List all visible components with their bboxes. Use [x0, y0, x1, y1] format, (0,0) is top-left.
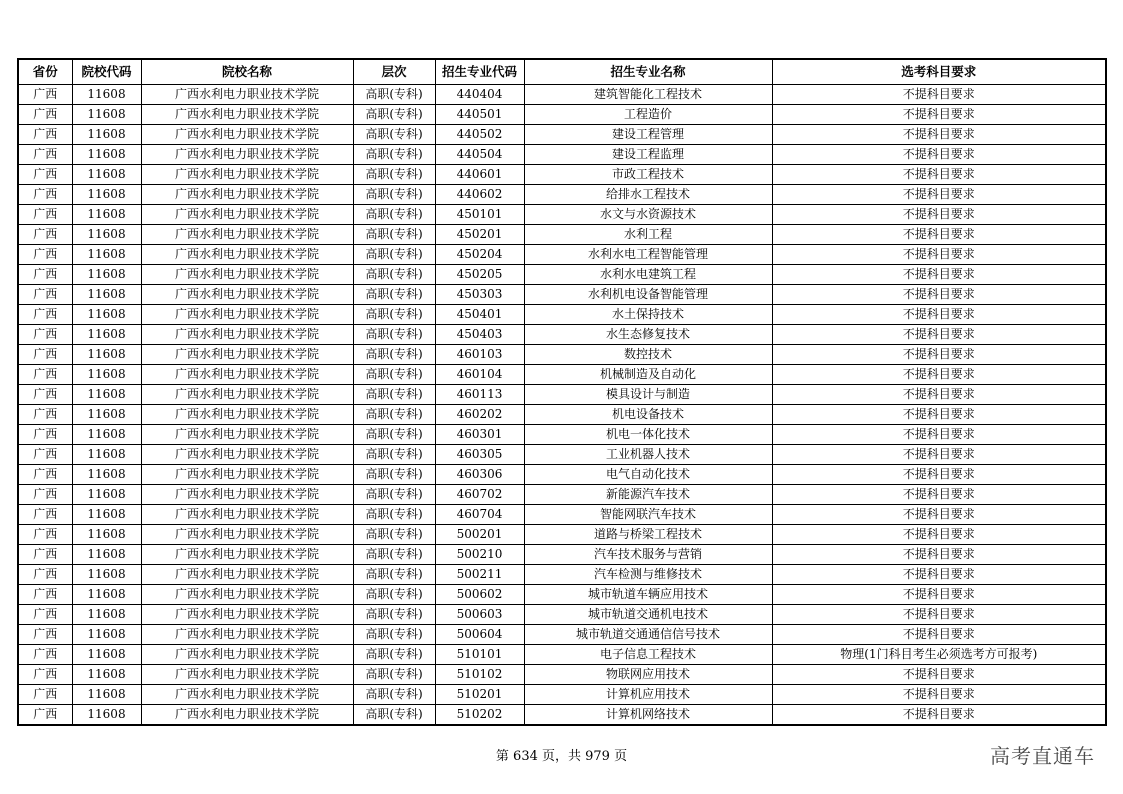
major-name-cell: 机械制造及自动化	[524, 365, 772, 385]
school-name-cell: 广西水利电力职业技术学院	[141, 385, 353, 405]
province-cell: 广西	[18, 405, 72, 425]
province-cell: 广西	[18, 645, 72, 665]
province-cell: 广西	[18, 445, 72, 465]
school-name-cell: 广西水利电力职业技术学院	[141, 165, 353, 185]
school-name-cell: 广西水利电力职业技术学院	[141, 305, 353, 325]
province-cell: 广西	[18, 85, 72, 105]
table-row	[18, 265, 1106, 285]
school-name-cell: 广西水利电力职业技术学院	[141, 185, 353, 205]
major-name-cell: 道路与桥梁工程技术	[524, 525, 772, 545]
school-code-cell: 11608	[72, 205, 141, 225]
major-name-cell: 城市轨道车辆应用技术	[524, 585, 772, 605]
subject-requirement-cell: 不提科目要求	[772, 625, 1106, 645]
table-row	[18, 385, 1106, 405]
table-row	[18, 685, 1106, 705]
major-name-cell: 模具设计与制造	[524, 385, 772, 405]
school-name-cell: 广西水利电力职业技术学院	[141, 505, 353, 525]
major-code-cell: 510201	[435, 685, 524, 705]
school-code-cell: 11608	[72, 565, 141, 585]
major-name-cell: 水生态修复技术	[524, 325, 772, 345]
school-code-cell: 11608	[72, 685, 141, 705]
subject-requirement-cell: 不提科目要求	[772, 85, 1106, 105]
province-cell: 广西	[18, 425, 72, 445]
table-row	[18, 525, 1106, 545]
major-name-cell: 市政工程技术	[524, 165, 772, 185]
province-cell: 广西	[18, 125, 72, 145]
school-name-cell: 广西水利电力职业技术学院	[141, 145, 353, 165]
level-cell: 高职(专科)	[353, 425, 435, 445]
major-name-cell: 工程造价	[524, 105, 772, 125]
province-cell: 广西	[18, 185, 72, 205]
school-name-cell: 广西水利电力职业技术学院	[141, 465, 353, 485]
table-row	[18, 305, 1106, 325]
major-name-cell: 水利水电工程智能管理	[524, 245, 772, 265]
page-number: 第 634 页，共 979 页	[495, 749, 628, 764]
major-code-cell: 440502	[435, 125, 524, 145]
level-cell: 高职(专科)	[353, 465, 435, 485]
table-row	[18, 625, 1106, 645]
subject-requirement-cell: 不提科目要求	[772, 585, 1106, 605]
major-name-cell: 建设工程管理	[524, 125, 772, 145]
province-cell: 广西	[18, 665, 72, 685]
school-code-cell: 11608	[72, 85, 141, 105]
school-name-cell: 广西水利电力职业技术学院	[141, 525, 353, 545]
level-cell: 高职(专科)	[353, 225, 435, 245]
province-cell: 广西	[18, 625, 72, 645]
major-name-cell: 新能源汽车技术	[524, 485, 772, 505]
subject-requirement-cell: 不提科目要求	[772, 565, 1106, 585]
level-cell: 高职(专科)	[353, 365, 435, 385]
table-header-row	[18, 59, 1106, 85]
major-code-cell: 460702	[435, 485, 524, 505]
subject-requirement-cell: 不提科目要求	[772, 105, 1106, 125]
school-name-cell: 广西水利电力职业技术学院	[141, 645, 353, 665]
subject-requirement-cell: 不提科目要求	[772, 545, 1106, 565]
major-name-cell: 城市轨道交通机电技术	[524, 605, 772, 625]
header-subject-requirement: 选考科目要求	[772, 59, 1106, 85]
school-name-cell: 广西水利电力职业技术学院	[141, 565, 353, 585]
major-name-cell: 数控技术	[524, 345, 772, 365]
table-row	[18, 185, 1106, 205]
subject-requirement-cell: 不提科目要求	[772, 385, 1106, 405]
school-name-cell: 广西水利电力职业技术学院	[141, 345, 353, 365]
header-major-code: 招生专业代码	[435, 59, 524, 85]
major-name-cell: 智能网联汽车技术	[524, 505, 772, 525]
school-name-cell: 广西水利电力职业技术学院	[141, 685, 353, 705]
table-body	[18, 85, 1106, 726]
province-cell: 广西	[18, 705, 72, 726]
table-row	[18, 445, 1106, 465]
major-name-cell: 电子信息工程技术	[524, 645, 772, 665]
subject-requirement-cell: 不提科目要求	[772, 605, 1106, 625]
level-cell: 高职(专科)	[353, 125, 435, 145]
level-cell: 高职(专科)	[353, 325, 435, 345]
level-cell: 高职(专科)	[353, 605, 435, 625]
level-cell: 高职(专科)	[353, 485, 435, 505]
province-cell: 广西	[18, 325, 72, 345]
level-cell: 高职(专科)	[353, 345, 435, 365]
level-cell: 高职(专科)	[353, 265, 435, 285]
major-name-cell: 机电设备技术	[524, 405, 772, 425]
major-code-cell: 450204	[435, 245, 524, 265]
table-row	[18, 205, 1106, 225]
header-school-code: 院校代码	[72, 59, 141, 85]
major-name-cell: 汽车检测与维修技术	[524, 565, 772, 585]
school-code-cell: 11608	[72, 225, 141, 245]
subject-requirement-cell: 不提科目要求	[772, 345, 1106, 365]
major-name-cell: 城市轨道交通通信信号技术	[524, 625, 772, 645]
school-name-cell: 广西水利电力职业技术学院	[141, 245, 353, 265]
subject-requirement-cell: 不提科目要求	[772, 305, 1106, 325]
school-code-cell: 11608	[72, 125, 141, 145]
level-cell: 高职(专科)	[353, 705, 435, 726]
subject-requirement-cell: 不提科目要求	[772, 285, 1106, 305]
major-code-cell: 450205	[435, 265, 524, 285]
school-code-cell: 11608	[72, 665, 141, 685]
major-name-cell: 电气自动化技术	[524, 465, 772, 485]
school-name-cell: 广西水利电力职业技术学院	[141, 485, 353, 505]
level-cell: 高职(专科)	[353, 545, 435, 565]
school-name-cell: 广西水利电力职业技术学院	[141, 405, 353, 425]
level-cell: 高职(专科)	[353, 665, 435, 685]
level-cell: 高职(专科)	[353, 145, 435, 165]
major-code-cell: 510202	[435, 705, 524, 726]
table-row	[18, 665, 1106, 685]
major-name-cell: 给排水工程技术	[524, 185, 772, 205]
major-code-cell: 450403	[435, 325, 524, 345]
major-name-cell: 计算机应用技术	[524, 685, 772, 705]
table-row	[18, 125, 1106, 145]
level-cell: 高职(专科)	[353, 245, 435, 265]
major-code-cell: 510101	[435, 645, 524, 665]
major-code-cell: 450303	[435, 285, 524, 305]
table-row	[18, 285, 1106, 305]
major-name-cell: 物联网应用技术	[524, 665, 772, 685]
province-cell: 广西	[18, 345, 72, 365]
level-cell: 高职(专科)	[353, 385, 435, 405]
table-row	[18, 165, 1106, 185]
school-code-cell: 11608	[72, 385, 141, 405]
table-row	[18, 705, 1106, 726]
province-cell: 广西	[18, 525, 72, 545]
table-row	[18, 645, 1106, 665]
school-code-cell: 11608	[72, 645, 141, 665]
subject-requirement-cell: 不提科目要求	[772, 225, 1106, 245]
table-row	[18, 365, 1106, 385]
school-code-cell: 11608	[72, 505, 141, 525]
subject-requirement-cell: 不提科目要求	[772, 125, 1106, 145]
major-code-cell: 460305	[435, 445, 524, 465]
province-cell: 广西	[18, 145, 72, 165]
subject-requirement-cell: 不提科目要求	[772, 465, 1106, 485]
school-name-cell: 广西水利电力职业技术学院	[141, 445, 353, 465]
school-name-cell: 广西水利电力职业技术学院	[141, 425, 353, 445]
major-name-cell: 水文与水资源技术	[524, 205, 772, 225]
school-code-cell: 11608	[72, 105, 141, 125]
province-cell: 广西	[18, 385, 72, 405]
subject-requirement-cell: 不提科目要求	[772, 365, 1106, 385]
school-code-cell: 11608	[72, 705, 141, 726]
province-cell: 广西	[18, 605, 72, 625]
major-code-cell: 510102	[435, 665, 524, 685]
level-cell: 高职(专科)	[353, 525, 435, 545]
subject-requirement-cell: 不提科目要求	[772, 705, 1106, 726]
watermark-logo: 高考直通车	[990, 744, 1095, 768]
subject-requirement-cell: 不提科目要求	[772, 685, 1106, 705]
major-code-cell: 500211	[435, 565, 524, 585]
school-name-cell: 广西水利电力职业技术学院	[141, 265, 353, 285]
subject-requirement-cell: 不提科目要求	[772, 325, 1106, 345]
header-level: 层次	[353, 59, 435, 85]
subject-requirement-cell: 不提科目要求	[772, 445, 1106, 465]
major-name-cell: 水利机电设备智能管理	[524, 285, 772, 305]
province-cell: 广西	[18, 505, 72, 525]
school-name-cell: 广西水利电力职业技术学院	[141, 365, 353, 385]
major-name-cell: 水利水电建筑工程	[524, 265, 772, 285]
level-cell: 高职(专科)	[353, 445, 435, 465]
major-code-cell: 460103	[435, 345, 524, 365]
subject-requirement-cell: 不提科目要求	[772, 525, 1106, 545]
school-code-cell: 11608	[72, 245, 141, 265]
school-name-cell: 广西水利电力职业技术学院	[141, 125, 353, 145]
level-cell: 高职(专科)	[353, 585, 435, 605]
header-major-name: 招生专业名称	[524, 59, 772, 85]
school-code-cell: 11608	[72, 465, 141, 485]
province-cell: 广西	[18, 685, 72, 705]
table-row	[18, 425, 1106, 445]
major-name-cell: 水土保持技术	[524, 305, 772, 325]
table-row	[18, 145, 1106, 165]
level-cell: 高职(专科)	[353, 185, 435, 205]
table-row	[18, 605, 1106, 625]
school-code-cell: 11608	[72, 445, 141, 465]
subject-requirement-cell: 不提科目要求	[772, 265, 1106, 285]
subject-requirement-cell: 不提科目要求	[772, 425, 1106, 445]
major-code-cell: 500602	[435, 585, 524, 605]
school-code-cell: 11608	[72, 365, 141, 385]
province-cell: 广西	[18, 545, 72, 565]
table-row	[18, 225, 1106, 245]
major-code-cell: 450101	[435, 205, 524, 225]
major-code-cell: 460306	[435, 465, 524, 485]
major-name-cell: 机电一体化技术	[524, 425, 772, 445]
school-name-cell: 广西水利电力职业技术学院	[141, 85, 353, 105]
major-code-cell: 500201	[435, 525, 524, 545]
school-code-cell: 11608	[72, 545, 141, 565]
major-code-cell: 440602	[435, 185, 524, 205]
school-code-cell: 11608	[72, 345, 141, 365]
major-code-cell: 460104	[435, 365, 524, 385]
school-code-cell: 11608	[72, 605, 141, 625]
major-code-cell: 460704	[435, 505, 524, 525]
major-code-cell: 500604	[435, 625, 524, 645]
major-code-cell: 460301	[435, 425, 524, 445]
school-code-cell: 11608	[72, 485, 141, 505]
subject-requirement-cell: 不提科目要求	[772, 145, 1106, 165]
major-name-cell: 水利工程	[524, 225, 772, 245]
school-name-cell: 广西水利电力职业技术学院	[141, 545, 353, 565]
school-name-cell: 广西水利电力职业技术学院	[141, 225, 353, 245]
major-code-cell: 500210	[435, 545, 524, 565]
major-name-cell: 建筑智能化工程技术	[524, 85, 772, 105]
province-cell: 广西	[18, 465, 72, 485]
subject-requirement-cell: 不提科目要求	[772, 665, 1106, 685]
province-cell: 广西	[18, 565, 72, 585]
province-cell: 广西	[18, 265, 72, 285]
school-code-cell: 11608	[72, 625, 141, 645]
province-cell: 广西	[18, 285, 72, 305]
province-cell: 广西	[18, 105, 72, 125]
province-cell: 广西	[18, 485, 72, 505]
table-row	[18, 85, 1106, 105]
school-name-cell: 广西水利电力职业技术学院	[141, 285, 353, 305]
school-code-cell: 11608	[72, 165, 141, 185]
school-code-cell: 11608	[72, 285, 141, 305]
school-name-cell: 广西水利电力职业技术学院	[141, 325, 353, 345]
major-name-cell: 计算机网络技术	[524, 705, 772, 726]
level-cell: 高职(专科)	[353, 645, 435, 665]
table-row	[18, 585, 1106, 605]
school-code-cell: 11608	[72, 525, 141, 545]
school-code-cell: 11608	[72, 265, 141, 285]
level-cell: 高职(专科)	[353, 625, 435, 645]
major-code-cell: 450201	[435, 225, 524, 245]
enrollment-table	[17, 58, 1107, 726]
subject-requirement-cell: 物理(1门科目考生必须选考方可报考)	[772, 645, 1106, 665]
major-code-cell: 440404	[435, 85, 524, 105]
major-code-cell: 440601	[435, 165, 524, 185]
school-code-cell: 11608	[72, 585, 141, 605]
table-row	[18, 105, 1106, 125]
level-cell: 高职(专科)	[353, 165, 435, 185]
level-cell: 高职(专科)	[353, 305, 435, 325]
subject-requirement-cell: 不提科目要求	[772, 405, 1106, 425]
subject-requirement-cell: 不提科目要求	[772, 185, 1106, 205]
school-code-cell: 11608	[72, 405, 141, 425]
province-cell: 广西	[18, 205, 72, 225]
table-row	[18, 465, 1106, 485]
level-cell: 高职(专科)	[353, 85, 435, 105]
level-cell: 高职(专科)	[353, 285, 435, 305]
level-cell: 高职(专科)	[353, 685, 435, 705]
header-school-name: 院校名称	[141, 59, 353, 85]
school-name-cell: 广西水利电力职业技术学院	[141, 205, 353, 225]
province-cell: 广西	[18, 305, 72, 325]
major-name-cell: 工业机器人技术	[524, 445, 772, 465]
table-row	[18, 345, 1106, 365]
major-name-cell: 汽车技术服务与营销	[524, 545, 772, 565]
school-code-cell: 11608	[72, 305, 141, 325]
level-cell: 高职(专科)	[353, 405, 435, 425]
table-row	[18, 485, 1106, 505]
school-name-cell: 广西水利电力职业技术学院	[141, 705, 353, 726]
school-name-cell: 广西水利电力职业技术学院	[141, 585, 353, 605]
major-name-cell: 建设工程监理	[524, 145, 772, 165]
table-row	[18, 405, 1106, 425]
school-name-cell: 广西水利电力职业技术学院	[141, 105, 353, 125]
table-row	[18, 565, 1106, 585]
major-code-cell: 440501	[435, 105, 524, 125]
major-code-cell: 440504	[435, 145, 524, 165]
major-code-cell: 450401	[435, 305, 524, 325]
table-row	[18, 245, 1106, 265]
subject-requirement-cell: 不提科目要求	[772, 205, 1106, 225]
school-name-cell: 广西水利电力职业技术学院	[141, 665, 353, 685]
table-row	[18, 545, 1106, 565]
major-code-cell: 500603	[435, 605, 524, 625]
school-code-cell: 11608	[72, 145, 141, 165]
school-code-cell: 11608	[72, 425, 141, 445]
province-cell: 广西	[18, 165, 72, 185]
level-cell: 高职(专科)	[353, 105, 435, 125]
school-name-cell: 广西水利电力职业技术学院	[141, 605, 353, 625]
subject-requirement-cell: 不提科目要求	[772, 245, 1106, 265]
province-cell: 广西	[18, 585, 72, 605]
header-province: 省份	[18, 59, 72, 85]
major-code-cell: 460202	[435, 405, 524, 425]
province-cell: 广西	[18, 365, 72, 385]
table-row	[18, 325, 1106, 345]
table-row	[18, 505, 1106, 525]
major-code-cell: 460113	[435, 385, 524, 405]
province-cell: 广西	[18, 245, 72, 265]
province-cell: 广西	[18, 225, 72, 245]
level-cell: 高职(专科)	[353, 565, 435, 585]
subject-requirement-cell: 不提科目要求	[772, 485, 1106, 505]
subject-requirement-cell: 不提科目要求	[772, 165, 1106, 185]
subject-requirement-cell: 不提科目要求	[772, 505, 1106, 525]
school-code-cell: 11608	[72, 325, 141, 345]
school-name-cell: 广西水利电力职业技术学院	[141, 625, 353, 645]
school-code-cell: 11608	[72, 185, 141, 205]
level-cell: 高职(专科)	[353, 505, 435, 525]
level-cell: 高职(专科)	[353, 205, 435, 225]
